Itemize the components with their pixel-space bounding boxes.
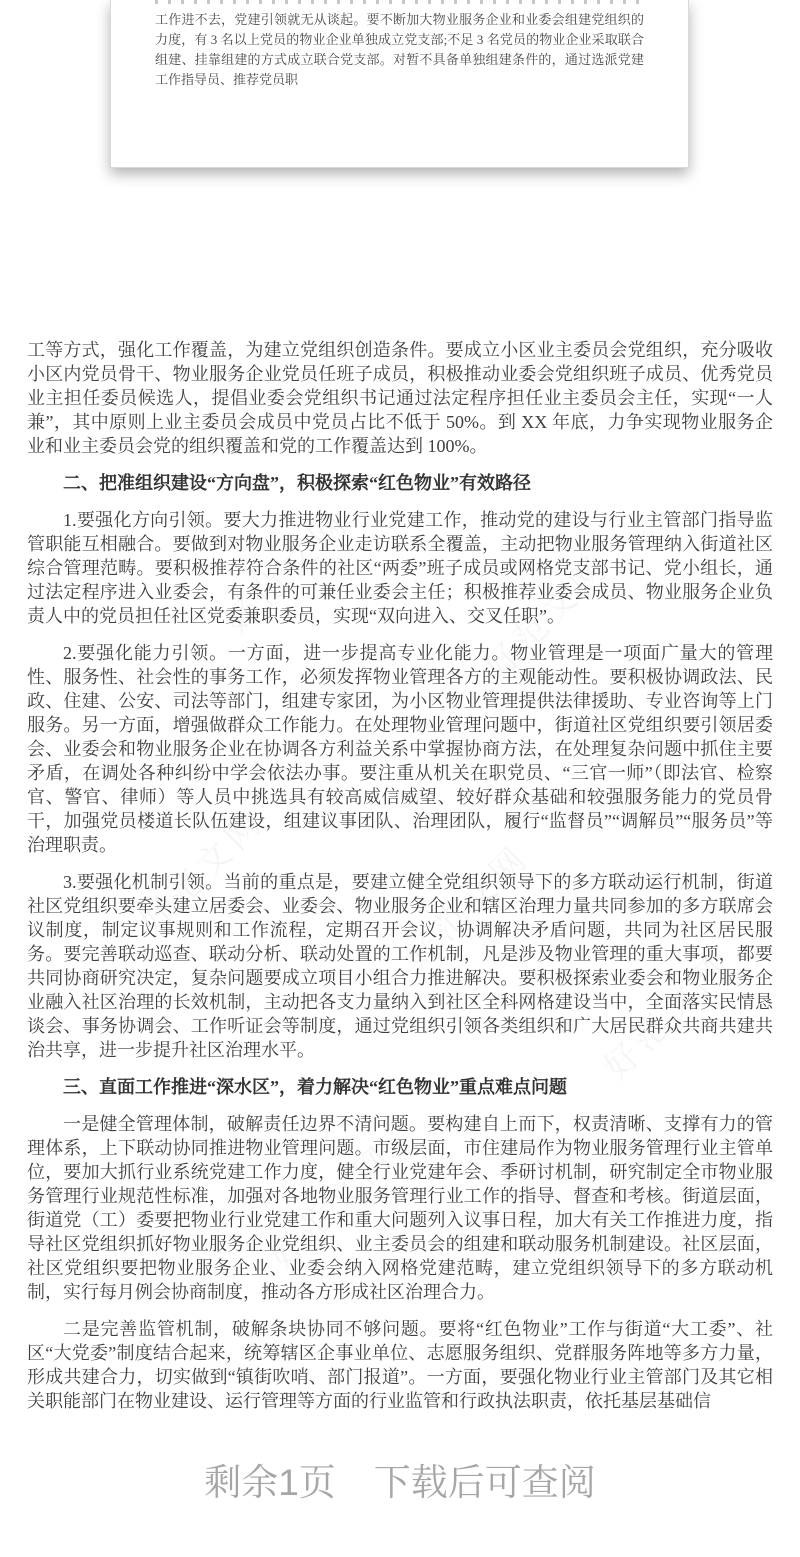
- thumbnail-text: 工作进不去，党建引领就无从谈起。要不断加大物业服务企业和业委会组建党组织的力度，有 3 名以上党员的物业企业单独成立党支部;不足 3 名党员的物业企业采取联合组建、挂靠组建的方式成立联合党支部。对暂不具备单独组建条件的，通过选派党建工作指导员、推荐党员职: [155, 12, 644, 87]
- watermark-text: 好范文网: [598, 947, 738, 1087]
- paragraph: 2.要强化能力引领。一方面，进一步提高专业化能力。物业管理是一项面广量大的管理性、服务性、社会性的事务工作，必须发挥物业管理各方的主观能动性。要积极协调政法、民政、住建、公安、司法等部门，组建专家团，为小区物业管理提供法律援助、专业咨询等上门服务。另一方面，增强做群众工作能力。在处理物业管理问题中，街道社区党组织要引领居委会、业委会和物业服务企业在协调各方利益关系中掌握协商方法，在处理复杂问题中抓住主要矛盾，在调处各种纠纷中学会依法办事。要注重从机关在职党员、“三官一师”（即法官、检察官、警官、律师）等人员中挑选具有较高威信威望、较好群众基础和较强服务能力的党员骨干，加强党员楼道长队伍建设，组建议事团队、治理团队，履行“监督员”“调解员”“服务员”等治理职责。: [27, 643, 773, 855]
- document-body: [27, 338, 773, 1426]
- download-to-view-label: 下载后可查阅: [373, 1462, 596, 1503]
- remaining-pages-hint: [0, 1452, 800, 1506]
- section-heading-3: 三、直面工作推进“深水区”，着力解决“红色物业”重点难点问题: [63, 1077, 567, 1097]
- section-heading-2: 二、把准组织建设“方向盘”，积极探索“红色物业”有效路径: [63, 473, 531, 493]
- remaining-pages-label: 剩余1页: [204, 1462, 336, 1503]
- paragraph-continuation: 工等方式，强化工作覆盖，为建立党组织创造条件。要成立小区业主委员会党组织，充分吸收小区内党员骨干、物业服务企业党员任班子成员，积极推动业委会党组织班子成员、优秀党员业主担任委员候选人，提倡业委会党组织书记通过法定程序担任业主委员会主任，实现“一人兼”，其中原则上业主委员会成员中党员占比不低于 50%。到 XX 年底，力争实现物业服务企业和业主委员会党的组织覆盖和党的工作覆盖达到 100%。: [27, 340, 773, 456]
- paragraph: 3.要强化机制引领。当前的重点是，要建立健全党组织领导下的多方联动运行机制，街道社区党组织要牵头建立居委会、业委会、物业服务企业和辖区治理力量共同参加的多方联席会议制度，制定议事规则和工作流程，定期召开会议，协调解决矛盾问题，共同为社区居民服务。要完善联动巡查、联动分析、联动处置的工作机制，凡是涉及物业管理的重大事项，都要共同协商研究决定，复杂问题要成立项目小组合力推进解决。要积极探索业委会和物业服务企业融入社区治理的长效机制，主动把各支力量纳入到社区全科网格建设当中，全面落实民情恳谈会、事务协调会、工作听证会等制度，通过党组织引领各类组织和广大居民群众共商共建共治共享，进一步提升社区治理水平。: [27, 872, 773, 1060]
- paragraph: 1.要强化方向引领。要大力推进物业行业党建工作，推动党的建设与行业主管部门指导监管职能互相融合。要做到对物业服务企业走访联系全覆盖，主动把物业服务管理纳入街道社区综合管理范畴。要积极推荐符合条件的社区“两委”班子成员或网格党支部书记、党小组长，通过法定程序进入业委会，有条件的可兼任业委会主任；积极推荐业委会成员、物业服务企业负责人中的党员担任社区党委兼职委员，实现“双向进入、交叉任职”。: [27, 510, 773, 626]
- watermark-text: 好范文网: [398, 837, 538, 977]
- watermark-text: 好范文网: [133, 802, 273, 942]
- page-thumbnail-content: [111, 0, 688, 90]
- paragraph: 二是完善监管机制，破解条块协同不够问题。要将“红色物业”工作与街道“大工委”、社区“大党委”制度结合起来，统筹辖区企事业单位、志愿服务组织、党群服务阵地等多方力量，形成共建合力，切实做到“镇街吹哨、部门报道”。一方面，要强化物业行业主管部门及其它相关职能部门在物业建设、运行管理等方面的行业监管和行政执法职责，依托基层基础信: [27, 1319, 773, 1411]
- page-thumbnail: [110, 0, 689, 168]
- watermark-text: 好范文网: [263, 1137, 403, 1277]
- watermark-text: 好范文网: [218, 502, 358, 642]
- clipped-text-line: [155, 0, 644, 4]
- paragraph: 一是健全管理体制，破解责任边界不清问题。要构建自上而下，权责清晰、支撑有力的管理体系，上下联动协同推进物业管理问题。市级层面，市住建局作为物业服务管理行业主管单位，要加大抓行业系统党建工作力度，健全行业党建年会、季研讨机制，研究制定全市物业服务管理行业规范性标准，加强对各地物业服务管理行业工作的指导、督查和考核。街道层面，街道党（工）委要把物业行业党建工作和重大问题列入议事日程，加大有关工作推进力度，指导社区党组织抓好物业服务企业党组织、业主委员会的组建和联动服务机制建设。社区层面，社区党组织要把物业服务企业、业委会纳入网格党建范畴，建立党组织领导下的多方联动机制，实行每月例会协商制度，推动各方形成社区治理合力。: [27, 1114, 773, 1302]
- watermark-text: 好范文网: [478, 547, 618, 687]
